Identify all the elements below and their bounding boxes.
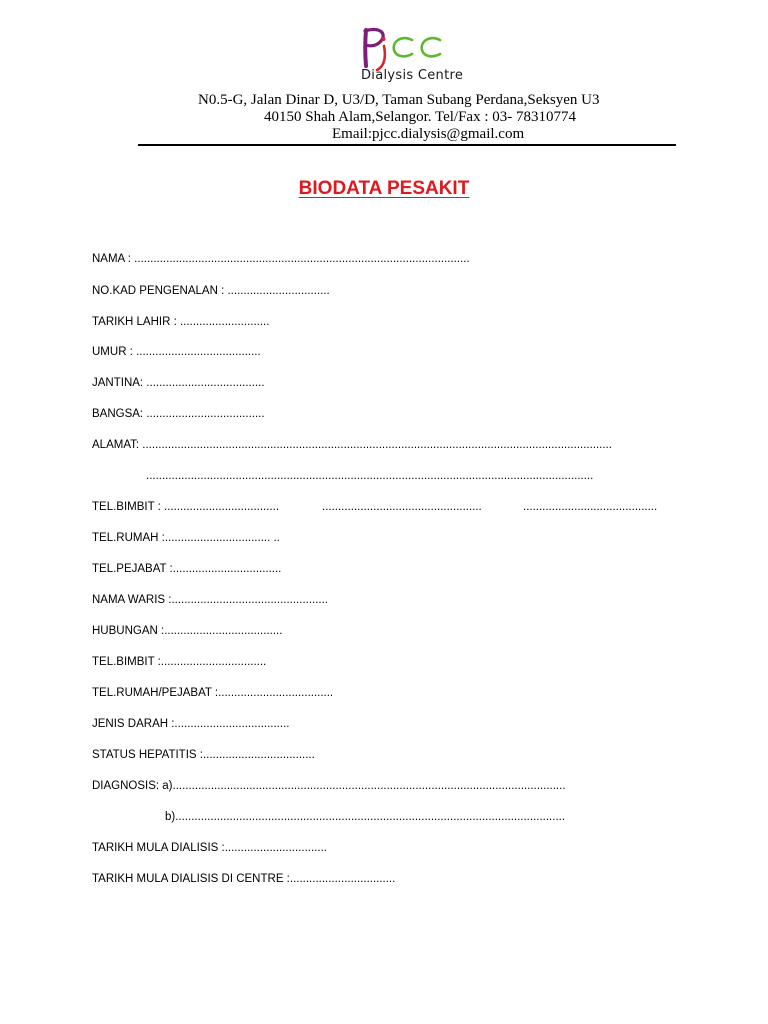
pjcc-logo-mark [356,26,466,72]
field-status-hepatitis: STATUS HEPATITIS :................................... [92,749,315,761]
form-title-text: BIODATA PESAKIT [298,178,470,199]
field-hubungan: HUBUNGAN :..................................... [92,625,283,637]
field-jantina: JANTINA: ..................................... [92,377,265,389]
field-tel-bimbit-2: .................................................. [322,501,482,513]
field-nama-waris: NAMA WARIS :................................................. [92,594,329,606]
field-tarikh-mula-dialisis: TARIKH MULA DIALISIS :................................ [92,842,327,854]
field-diagnosis-b: b).......................................................................................................................... [165,811,566,823]
field-tel-pejabat: TEL.PEJABAT :.................................. [92,563,282,575]
field-tel-rumah-pejabat: TEL.RUMAH/PEJABAT :.................................... [92,687,334,699]
pjcc-logo [356,26,466,88]
field-tel-bimbit-3: .......................................... [523,501,658,513]
form-title [0,178,768,200]
field-diagnosis-a: DIAGNOSIS: a)........................................................................................................................... [92,780,566,792]
field-umur: UMUR : ....................................... [92,346,261,358]
field-nama: NAMA : ......................................................................................................... [92,253,470,265]
address-line-2: 40150 Shah Alam,Selangor. Tel/Fax : 03- 78310774 [264,109,576,125]
field-no-kad-pengenalan: NO.KAD PENGENALAN : ................................ [92,285,330,297]
field-bangsa: BANGSA: ..................................... [92,408,265,420]
email-line: Email:pjcc.dialysis@gmail.com [332,126,525,142]
field-jenis-darah: JENIS DARAH :.................................... [92,718,290,730]
field-alamat-line-1: ALAMAT: ................................................................................................................................................... [92,439,612,451]
field-tel-rumah: TEL.RUMAH :................................. .. [92,532,280,544]
field-tel-bimbit: TEL.BIMBIT : .................................... [92,501,280,513]
field-tel-bimbit-waris: TEL.BIMBIT :................................. [92,656,267,668]
field-tarikh-lahir: TARIKH LAHIR : ............................ [92,316,270,328]
address-line-1: N0.5-G, Jalan Dinar D, U3/D, Taman Subang Perdana,Seksyen U3 [198,92,600,108]
header-divider [138,144,676,146]
logo-subtitle: Dialysis Centre [361,68,464,83]
field-tarikh-mula-dialisis-di-centre: TARIKH MULA DIALISIS DI CENTRE :................................. [92,873,396,885]
field-alamat-line-2: ............................................................................................................................................ [146,470,594,482]
